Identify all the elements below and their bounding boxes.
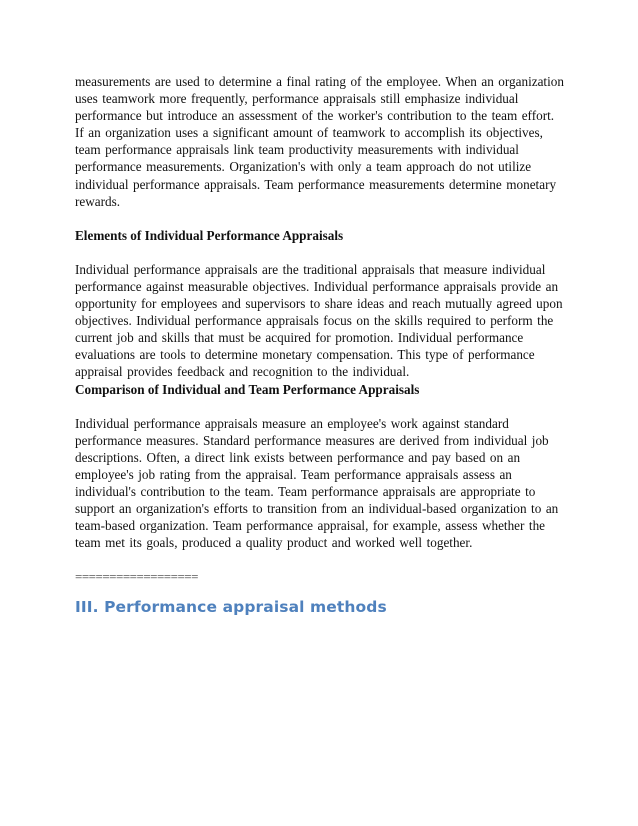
paragraph-individual-appraisals: Individual performance appraisals are the traditional appraisals that measure individual performance against measurable objectives. Individual performance appraisals provide an opportunity for employees and supervisors to share ideas and reach mutually agreed upon objectives. Individual performance appraisals focus on the skills required to perform the current job and skills that must be acquired for promotion. Individual performance evaluations are tools to determine monetary compensation. This type of performance appraisal provides feedback and recognition to the individual. xyxy=(75,261,563,380)
separator-line: ================== xyxy=(75,569,198,585)
section-heading-appraisal-methods: III. Performance appraisal methods xyxy=(75,598,387,617)
document-body xyxy=(75,73,565,617)
heading-comparison-appraisals: Comparison of Individual and Team Performance Appraisals xyxy=(75,381,420,397)
paragraph-comparison: Individual performance appraisals measure an employee's work against standard performance measures. Standard performance measures are derived from individual job descriptions. Often, a direct link exists between performance and pay based on an employee's job rating from the appraisal. Team performance appraisals assess an individual's contribution to the team. Team performance appraisals are appropriate to support an organization's efforts to transition from an individual-based organization to an team-based organization. Team performance appraisal, for example, assess whether the team met its goals, produced a quality product and worked well together. xyxy=(75,415,559,551)
heading-elements-individual-appraisals: Elements of Individual Performance Appraisals xyxy=(75,227,344,243)
paragraph-team-measurements: measurements are used to determine a final rating of the employee. When an organization uses teamwork more frequently, performance appraisals still emphasize individual performance but introduce an assessment of the worker's contribution to the team effort. If an organization uses a significant amount of teamwork to accomplish its objectives, team performance appraisals link team productivity measurements with individual performance measurements. Organization's with only a team approach do not utilize individual performance appraisals. Team performance measurements determine monetary rewards. xyxy=(75,74,564,209)
